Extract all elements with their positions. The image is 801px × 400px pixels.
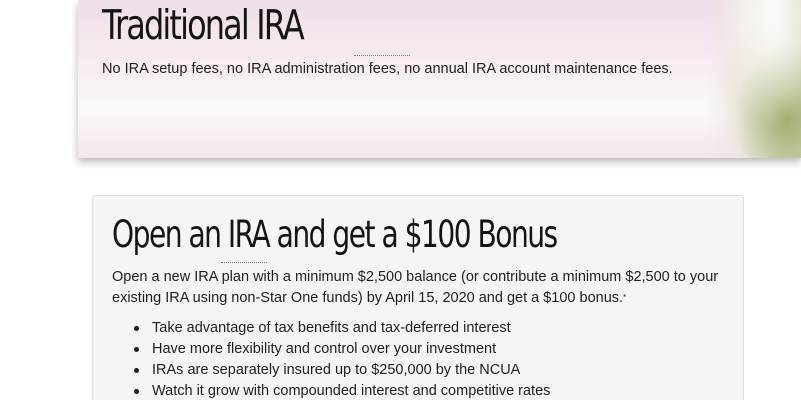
promo-description-text: Open a new IRA plan with a minimum $2,500 balance (or contribute a minimum $2,500 to your existing IRA using non-Star One funds) by April 15, 2020 and get a $100 bonus. bbox=[112, 269, 719, 306]
list-item: Watch it grow with compounded interest and competitive rates bbox=[133, 381, 550, 400]
benefits-list bbox=[133, 318, 550, 400]
footnote-marker[interactable]: * bbox=[623, 293, 627, 302]
hero-banner bbox=[78, 0, 801, 158]
promo-description bbox=[112, 267, 722, 309]
promo-card bbox=[92, 195, 744, 400]
list-item: Have more flexibility and control over your investment bbox=[133, 339, 550, 360]
abbreviation-underline bbox=[354, 55, 410, 56]
page-title: Traditional IRA bbox=[102, 1, 303, 49]
abbreviation-underline bbox=[221, 262, 267, 263]
list-item: Take advantage of tax benefits and tax-deferred interest bbox=[133, 318, 550, 339]
hero-subtitle: No IRA setup fees, no IRA administration fees, no annual IRA account maintenance fees. bbox=[102, 61, 673, 77]
list-item: IRAs are separately insured up to $250,000 by the NCUA bbox=[133, 360, 550, 381]
promo-title: Open an IRA and get a $100 Bonus bbox=[112, 213, 557, 256]
hero-photo bbox=[706, 0, 801, 158]
